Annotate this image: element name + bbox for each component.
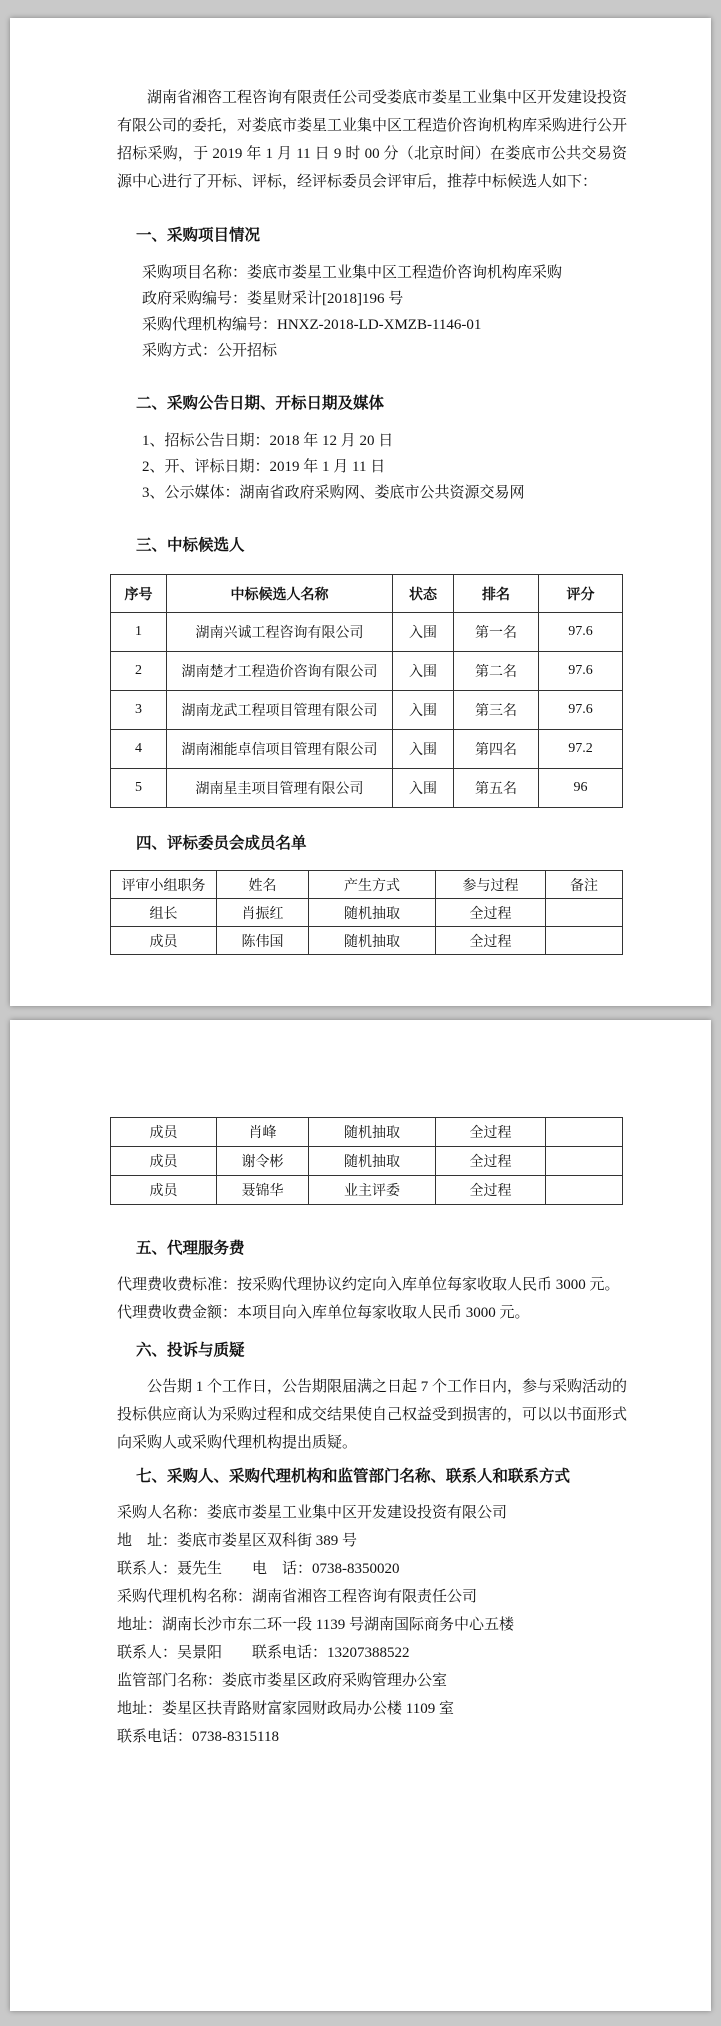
table-cell: 成员 (111, 1147, 217, 1176)
table-cell: 肖峰 (217, 1118, 309, 1147)
column-header: 状态 (393, 575, 454, 613)
table-cell: 随机抽取 (309, 1147, 436, 1176)
section-1-heading: 一、采购项目情况 (136, 227, 261, 244)
page-1-content (10, 18, 711, 955)
field-line: 采购代理机构编号：HNXZ-2018-LD-XMZB-1146-01 (142, 317, 482, 333)
column-header: 姓名 (217, 871, 309, 899)
table-cell: 肖振红 (217, 899, 309, 927)
candidates-table (110, 574, 623, 808)
field-line: 1、招标公告日期：2018 年 12 月 20 日 (142, 433, 394, 449)
table-cell (546, 1147, 623, 1176)
table-cell: 4 (111, 730, 167, 769)
contact-line: 采购人名称：娄底市娄星工业集中区开发建设投资有限公司 (117, 1505, 508, 1521)
table-cell: 全过程 (436, 1176, 546, 1205)
table-cell: 97.2 (539, 730, 623, 769)
document-page-1 (10, 18, 711, 1006)
candidates-table-header (111, 575, 623, 613)
contact-line: 联系人：聂先生 电 话：0738-8350020 (117, 1561, 400, 1577)
contact-line: 地 址：娄底市娄星区双科街 389 号 (117, 1533, 358, 1549)
contact-line: 地址：娄星区扶青路财富家园财政局办公楼 1109 室 (117, 1701, 454, 1717)
table-cell: 随机抽取 (309, 927, 436, 955)
table-row (111, 927, 623, 955)
committee-table-continued-body (111, 1118, 623, 1205)
table-cell: 聂锦华 (217, 1176, 309, 1205)
table-cell: 组长 (111, 899, 217, 927)
committee-table-continued (110, 1117, 623, 1205)
table-cell: 入围 (393, 613, 454, 652)
table-cell: 入围 (393, 730, 454, 769)
committee-table-body (111, 899, 623, 955)
contact-line: 监管部门名称：娄底市娄星区政府采购管理办公室 (117, 1673, 448, 1689)
section-4-heading: 四、评标委员会成员名单 (136, 835, 307, 852)
table-cell: 全过程 (436, 1118, 546, 1147)
section-1-lines (117, 260, 627, 364)
table-cell: 5 (111, 769, 167, 808)
table-cell: 97.6 (539, 613, 623, 652)
table-cell: 入围 (393, 652, 454, 691)
field-line: 3、公示媒体：湖南省政府采购网、娄底市公共资源交易网 (142, 485, 525, 501)
table-cell: 3 (111, 691, 167, 730)
section-6-heading: 六、投诉与质疑 (136, 1342, 245, 1359)
table-cell: 全过程 (436, 927, 546, 955)
table-cell: 陈伟国 (217, 927, 309, 955)
table-cell: 成员 (111, 1176, 217, 1205)
column-header: 中标候选人名称 (167, 575, 393, 613)
section-7-lines (117, 1499, 627, 1751)
fee-line: 代理费收费金额：本项目向入库单位每家收取人民币 3000 元。 (117, 1305, 530, 1321)
contact-line: 联系人：吴景阳 联系电话：13207388522 (117, 1645, 410, 1661)
section-3-heading: 三、中标候选人 (136, 537, 245, 554)
fee-line: 代理费收费标准：按采购代理协议约定向入库单位每家收取人民币 3000 元。 (117, 1277, 620, 1293)
section-2-lines (117, 428, 627, 506)
committee-table-header (111, 871, 623, 899)
table-cell: 第四名 (454, 730, 539, 769)
table-row (111, 691, 623, 730)
table-row (111, 1176, 623, 1205)
table-cell: 97.6 (539, 691, 623, 730)
table-cell: 湖南星圭项目管理有限公司 (167, 769, 393, 808)
table-row (111, 652, 623, 691)
table-header-row (111, 871, 623, 899)
section-5-heading: 五、代理服务费 (136, 1240, 245, 1257)
table-cell: 湖南龙武工程项目管理有限公司 (167, 691, 393, 730)
field-line: 2、开、评标日期：2019 年 1 月 11 日 (142, 459, 386, 475)
table-cell: 随机抽取 (309, 1118, 436, 1147)
table-row (111, 730, 623, 769)
table-cell: 97.6 (539, 652, 623, 691)
table-cell (546, 899, 623, 927)
table-row (111, 769, 623, 808)
table-cell: 全过程 (436, 899, 546, 927)
table-row (111, 899, 623, 927)
table-cell (546, 927, 623, 955)
table-cell: 随机抽取 (309, 899, 436, 927)
section-2-heading: 二、采购公告日期、开标日期及媒体 (136, 395, 385, 412)
table-cell (546, 1118, 623, 1147)
table-cell: 第二名 (454, 652, 539, 691)
table-cell: 第五名 (454, 769, 539, 808)
contact-line: 采购代理机构名称：湖南省湘咨工程咨询有限责任公司 (117, 1589, 478, 1605)
table-row (111, 613, 623, 652)
contact-line: 联系电话：0738-8315118 (117, 1729, 279, 1745)
column-header: 评分 (539, 575, 623, 613)
table-cell: 入围 (393, 691, 454, 730)
column-header: 排名 (454, 575, 539, 613)
section-7-heading: 七、采购人、采购代理机构和监管部门名称、联系人和联系方式 (136, 1468, 571, 1485)
section-5-lines (117, 1271, 627, 1327)
table-cell: 入围 (393, 769, 454, 808)
contact-line: 地址：湖南长沙市东二环一段 1139 号湖南国际商务中心五楼 (117, 1617, 514, 1633)
candidates-table-body (111, 613, 623, 808)
committee-table (110, 870, 623, 955)
document-page-2 (10, 1020, 711, 2011)
table-cell: 湖南兴诚工程咨询有限公司 (167, 613, 393, 652)
complaint-paragraph: 公告期 1 个工作日，公告期限届满之日起 7 个工作日内，参与采购活动的投标供应商认为采购过程和成交结果使自己权益受到损害的，可以以书面形式向采购人或采购代理机构提出质疑。 (117, 1379, 628, 1451)
table-cell: 成员 (111, 1118, 217, 1147)
column-header: 产生方式 (309, 871, 436, 899)
field-line: 政府采购编号：娄星财采计[2018]196 号 (142, 291, 404, 307)
intro-paragraph: 湖南省湘咨工程咨询有限责任公司受娄底市娄星工业集中区开发建设投资有限公司的委托，对娄底市娄星工业集中区工程造价咨询机构库采购进行公开招标采购，于 2019 年 1 月 11 日 9 时 00 分（北京时间）在娄底市公共交易资源中心进行了开标、评标，经评标委员会评审后，推荐中标候选人如下： (117, 90, 628, 190)
table-cell: 96 (539, 769, 623, 808)
column-header: 序号 (111, 575, 167, 613)
table-cell: 湖南楚才工程造价咨询有限公司 (167, 652, 393, 691)
page-2-content (10, 1020, 711, 1751)
table-cell: 2 (111, 652, 167, 691)
field-line: 采购项目名称：娄底市娄星工业集中区工程造价咨询机构库采购 (142, 265, 563, 281)
column-header: 备注 (546, 871, 623, 899)
table-cell: 成员 (111, 927, 217, 955)
column-header: 评审小组职务 (111, 871, 217, 899)
field-line: 采购方式：公开招标 (142, 343, 278, 359)
table-row (111, 1118, 623, 1147)
table-cell: 湖南湘能卓信项目管理有限公司 (167, 730, 393, 769)
table-header-row (111, 575, 623, 613)
table-cell: 1 (111, 613, 167, 652)
table-cell (546, 1176, 623, 1205)
table-cell: 第三名 (454, 691, 539, 730)
table-cell: 业主评委 (309, 1176, 436, 1205)
table-cell: 全过程 (436, 1147, 546, 1176)
table-cell: 第一名 (454, 613, 539, 652)
table-row (111, 1147, 623, 1176)
table-cell: 谢令彬 (217, 1147, 309, 1176)
column-header: 参与过程 (436, 871, 546, 899)
